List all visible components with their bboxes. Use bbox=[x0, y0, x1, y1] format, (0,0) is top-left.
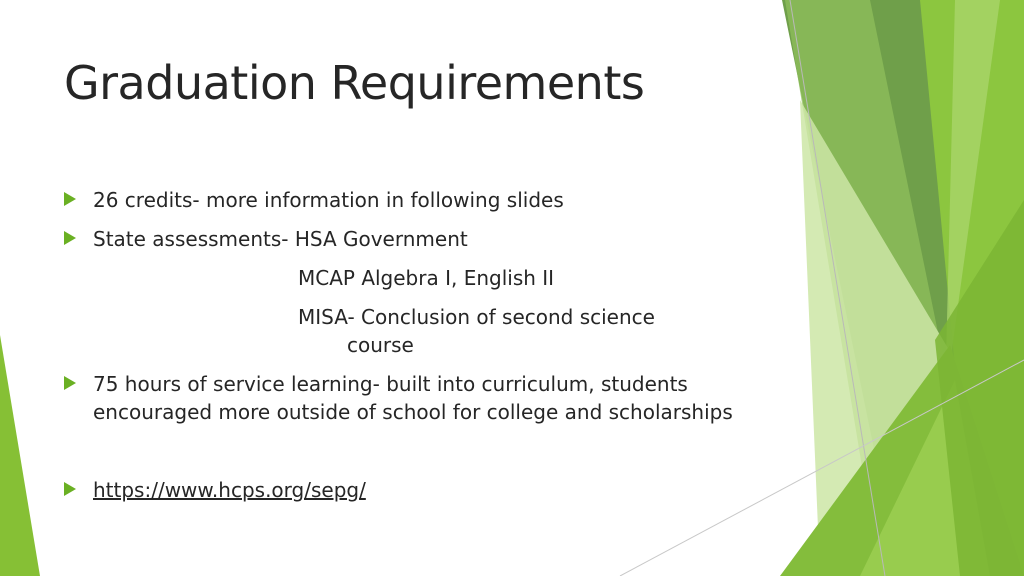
bullet-text: 26 credits- more information in following slides bbox=[93, 188, 564, 212]
left-accent-shape bbox=[0, 335, 40, 576]
slide-title: Graduation Requirements bbox=[64, 56, 645, 110]
bullet-arrow-icon bbox=[64, 192, 76, 206]
bullet-service-learning bbox=[64, 370, 764, 426]
sub-line-mcap: MCAP Algebra I, English II bbox=[298, 266, 555, 290]
sub-line-misa: MISA- Conclusion of second science bbox=[298, 305, 655, 329]
bullet-state-assessments bbox=[64, 225, 468, 253]
sub-line-course: course bbox=[347, 333, 414, 357]
bullet-arrow-icon bbox=[64, 231, 76, 245]
bullet-credits bbox=[64, 186, 564, 214]
bullet-arrow-icon bbox=[64, 376, 76, 390]
hcps-sepg-link[interactable]: https://www.hcps.org/sepg/ bbox=[93, 478, 366, 502]
bullet-arrow-icon bbox=[64, 482, 76, 496]
bullet-text: State assessments- HSA Government bbox=[93, 227, 468, 251]
bullet-text: 75 hours of service learning- built into curriculum, students encouraged more outside of school for college and scholarships bbox=[93, 372, 733, 424]
bullet-link bbox=[64, 476, 366, 504]
